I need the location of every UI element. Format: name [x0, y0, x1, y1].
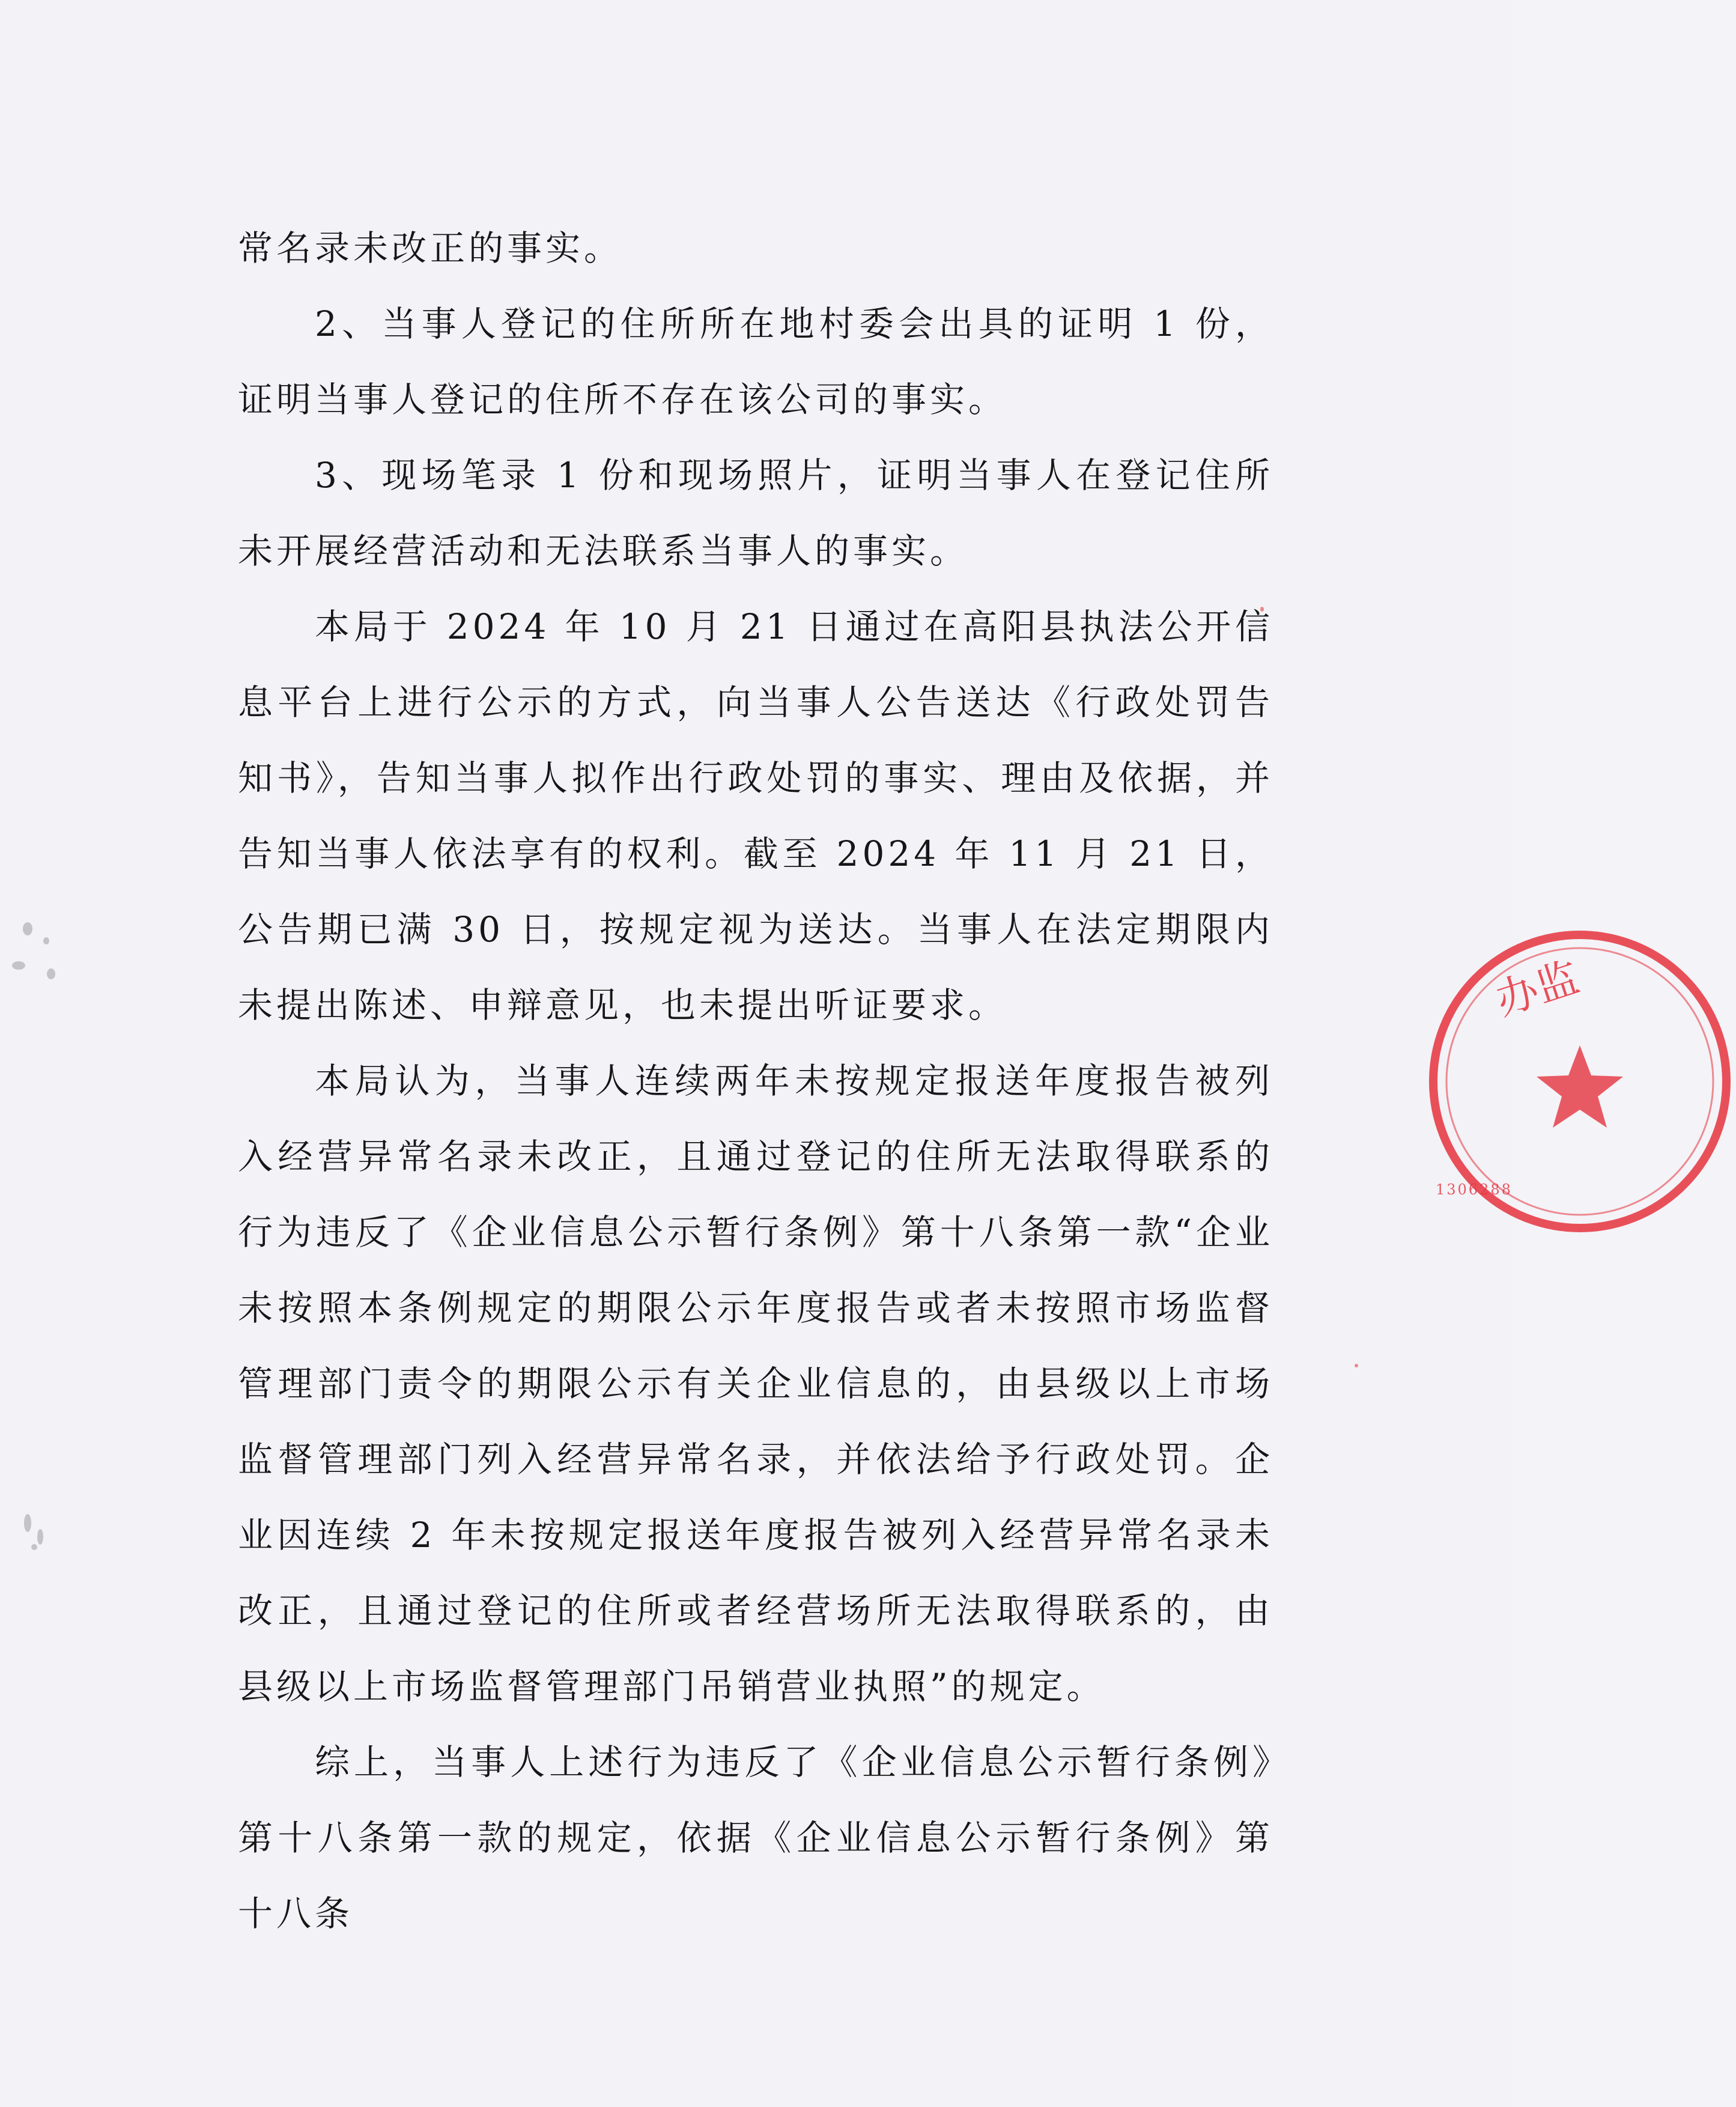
paragraph-notice-service: 本局于 2024 年 10 月 21 日通过在高阳县执法公开信息平台上进行公示的方式，向当事人公告送达《行政处罚告知书》，告知当事人拟作出行政处罚的事实、理由及依据，并告知当事人依法享有的权利。截至 2024 年 11 月 21 日，公告期已满 30 日，按规定视为送达。当事人在法定期限内未提出陈述、申辩意见，也未提出听证要求。 — [238, 606, 1273, 1026]
scan-artifact — [43, 937, 49, 944]
scan-artifact — [31, 1544, 37, 1550]
seal-text: 办监 — [1489, 952, 1585, 1026]
paragraph-evidence-2: 2、当事人登记的住所所在地村委会出具的证明 1 份，证明当事人登记的住所不存在该公司的事实。 — [238, 303, 1273, 420]
paragraph-continuation: 常名录未改正的事实。 — [238, 228, 623, 269]
seal-star-icon — [1537, 1045, 1623, 1128]
scan-artifact — [1355, 1364, 1358, 1367]
paragraph-conclusion: 综上，当事人上述行为违反了《企业信息公示暂行条例》第十八条第一款的规定，依据《企业信息公示暂行条例》第十八条 — [238, 1742, 1273, 1934]
paragraph-evidence-3: 3、现场笔录 1 份和现场照片，证明当事人在登记住所未开展经营活动和无法联系当事人的事实。 — [238, 455, 1273, 571]
scan-artifact — [23, 922, 32, 935]
scan-artifact — [47, 968, 55, 979]
scan-artifact — [12, 961, 25, 970]
seal-code: 1306288 — [1436, 1181, 1513, 1198]
document-body — [238, 210, 1273, 1951]
scan-artifact — [37, 1529, 43, 1545]
paragraph-bureau-finding: 本局认为，当事人连续两年未按规定报送年度报告被列入经营异常名录未改正，且通过登记的住所无法取得联系的行为违反了《企业信息公示暂行条例》第十八条第一款“企业未按照本条例规定的期限公示年度报告或者未按照市场监督管理部门责令的期限公示有关企业信息的，由县级以上市场监督管理部门列入经营异常名录，并依法给予行政处罚。企业因连续 2 年未按规定报送年度报告被列入经营异常名录未改正，且通过登记的住所或者经营场所无法取得联系的，由县级以上市场监督管理部门吊销营业执照”的规定。 — [238, 1060, 1273, 1707]
scan-artifact — [24, 1514, 31, 1532]
official-seal — [1424, 925, 1736, 1238]
